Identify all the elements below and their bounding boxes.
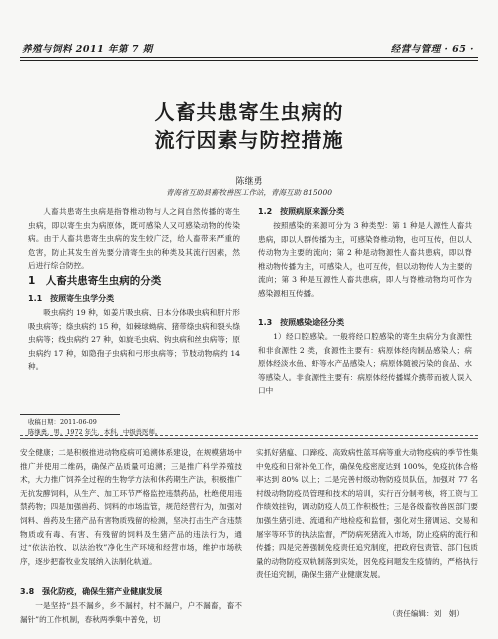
continuation-separator-solid (20, 438, 478, 439)
article-title-line-1: 人畜共患寄生虫病的 (154, 100, 344, 124)
left-column-upper (28, 205, 240, 273)
section-1-heading: 1 人畜共患寄生虫病的分类 (28, 275, 162, 287)
continuation-separator (20, 435, 478, 436)
header-rule-thin (20, 60, 478, 61)
subsection-1-2-heading: 1.2 按照病原来源分类 (258, 207, 345, 216)
author-bio: 陈继勇，男，1972 年生，本科，中级兽医师。 (28, 428, 162, 436)
responsible-editor: （责任编辑：刘 娟） (388, 609, 464, 618)
footnote-rule (20, 414, 120, 415)
epidemic-prevention-paragraph: 实抓好猪瘟、口蹄疫、高致病性蓝耳病等重大动物疫病的季节性集中免疫和日常补免工作，确保免疫密度达到 100%，免疫抗体合格率达到 80% 以上；二是完善村级动物防疫员队伍，加强对 77 名村级动物防疫员管理和技术的培训，实行百分制考核，将工资与工作绩效挂钩，调动防疫人员工作积极性；三是各级畜牧兽医部门要加强生猪引进、流通和产地检疫和监督，强化对生猪调运、交易和屠宰等环节的执法监督，严防病死猪流入市场，防止疫病的流行和传播；四是完善强制免疫责任追究制度，把政府包责管、部门包质量的动物防疫双轨制落到实处，因免疫问题发生疫情的，严格执行责任追究制，确保生猪产业健康发展。 (256, 448, 478, 580)
section-page-header: 经营与管理 · 65 · (390, 44, 474, 55)
journal-issue-header: 养殖与饲料 2011 年第 7 期 (22, 44, 153, 55)
subsection-1-2-body (258, 219, 472, 301)
subsection-1-1-heading: 1.1 按照寄生虫学分类 (28, 294, 115, 303)
subsection-3-8-text: 一是坚持“县不漏乡，乡不漏村，村不漏户，户不漏畜，畜不漏针”的工作机制，春秋两季集中普免，切 (20, 601, 242, 624)
author-affiliation: 青海省互助县畜牧兽医工作站，青海互助 815000 (165, 188, 332, 197)
subsection-1-2-text: 按照感染的来源可分为 3 种类型：第 1 种是人源性人畜共患病，即以人群传播为主，可感染脊椎动物，也可互传，但以人传动物为主要的流向；第 2 种是动物源性人畜共患病，即以脊椎动物传播为主，可感染人，也可互传，但以动物传人为主要的流向；第 3 种是互源性人畜共患病，即人与脊椎动物均可作为感染源相互传播。 (258, 221, 472, 298)
right-column-lower (256, 446, 478, 582)
subsection-1-3-heading: 1.3 按照感染途径分类 (258, 318, 345, 327)
subsection-3-8-heading: 3.8 强化防疫，确保生猪产业健康发展 (20, 587, 163, 596)
measures-paragraph: 安全健康；二是积极推进动物疫病可追溯体系建设，在规模猪场中推广并使用二维码，确保产品质量可追溯；三是推广科学养殖技术，大力推广饲养全过程的生物学方法和休药期生产法，积极推广无抗发酵饲料，从生产、加工环节严格监控违禁药品，杜绝使用违禁药物；四是加强兽药、饲料的市场监管，规范经营行为，加强对饲料、兽药及生猪产品有害物质残留的检测，坚决打击生产含违禁物质或有毒、有害、有残留的饲料及生猪产品的违法行为，通过“依法治牧、以法治牧”净化生产环境和经营市场，维护市场秩序，逐步把畜牧业发展纳入法制化轨道。 (20, 448, 242, 566)
subsection-1-3-body (258, 330, 472, 398)
subsection-1-1-text: 吸虫病约 19 种，如姜片吸虫病、日本分体吸虫病和肝片形吸虫病等；绦虫病约 15 种，如棘球蚴病、猪带绦虫病和裂头绦虫病等；线虫病约 27 种，如旋毛虫病、钩虫病和丝虫病等；原虫病约 17 种，如隐孢子虫病和弓形虫病等；节肢动物病约 14 种。 (28, 308, 240, 372)
header-rule (20, 57, 478, 58)
subsection-1-3-text: 1）经口腔感染。一般将经口腔感染的寄生虫病分为食源性和非食源性 2 类，食源性主要有：病原体经肉制品感染人；病原体经淡水鱼、虾等水产品感染人；病原体随被污染的食品、水等感染人。非食源性主要有：病原体经传播媒介携带而被人误入口中 (258, 332, 472, 396)
left-column-lower (20, 446, 242, 568)
subsection-1-1-body (28, 306, 240, 374)
article-title-line-2: 流行因素与防控措施 (154, 128, 344, 152)
author-name: 陈继勇 (235, 177, 263, 187)
intro-paragraph: 人畜共患寄生虫病是指脊椎动物与人之间自然传播的寄生虫病，即以寄生虫为病原体，既可感染人又可感染动物的传染病。由于人畜共患寄生虫病的发生较广泛，给人畜带来严重的危害，防止其发生首先要分清寄生虫的种类及其流行因素，然后进行综合防控。 (28, 207, 240, 271)
received-date: 收稿日期：2011-06-09 (28, 418, 97, 426)
subsection-3-8-body (20, 599, 242, 626)
